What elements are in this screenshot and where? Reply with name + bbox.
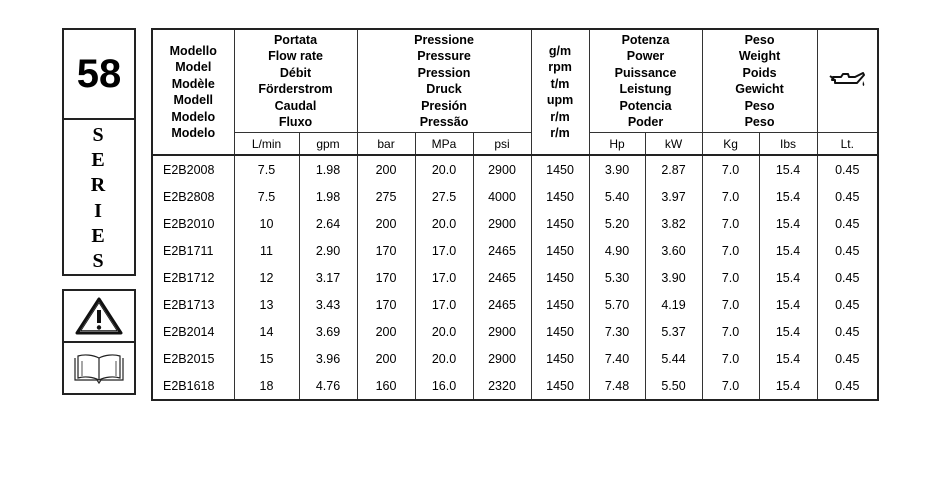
value-cell: 1450 xyxy=(531,291,589,318)
unit-label: Kg xyxy=(702,133,759,156)
value-cell: 0.45 xyxy=(817,345,878,372)
value-cell: 4.19 xyxy=(645,291,702,318)
flow-header: Portata Flow rate Débit Förderstrom Caudal Fluxo xyxy=(234,29,357,133)
oil-header xyxy=(817,29,878,133)
value-cell: 1450 xyxy=(531,237,589,264)
value-cell: 7.0 xyxy=(702,155,759,183)
value-cell: 7.0 xyxy=(702,264,759,291)
value-cell: 20.0 xyxy=(415,210,473,237)
value-cell: 4.76 xyxy=(299,372,357,400)
value-cell: 15.4 xyxy=(759,210,817,237)
value-cell: 3.90 xyxy=(589,155,645,183)
value-cell: 170 xyxy=(357,291,415,318)
value-cell: 0.45 xyxy=(817,264,878,291)
value-cell: 170 xyxy=(357,237,415,264)
value-cell: 1450 xyxy=(531,155,589,183)
value-cell: 170 xyxy=(357,264,415,291)
value-cell: 5.20 xyxy=(589,210,645,237)
series-number: 58 xyxy=(64,30,134,120)
value-cell: 0.45 xyxy=(817,183,878,210)
table-row xyxy=(152,345,878,372)
value-cell: 200 xyxy=(357,210,415,237)
model-cell: E2B1618 xyxy=(152,372,234,400)
value-cell: 2900 xyxy=(473,345,531,372)
value-cell: 2465 xyxy=(473,264,531,291)
value-cell: 20.0 xyxy=(415,318,473,345)
value-cell: 4000 xyxy=(473,183,531,210)
value-cell: 4.90 xyxy=(589,237,645,264)
value-cell: 1450 xyxy=(531,318,589,345)
weight-header: Peso Weight Poids Gewicht Peso Peso xyxy=(702,29,817,133)
value-cell: 5.30 xyxy=(589,264,645,291)
warning-triangle-icon xyxy=(74,296,124,336)
value-cell: 5.37 xyxy=(645,318,702,345)
value-cell: 15.4 xyxy=(759,237,817,264)
value-cell: 13 xyxy=(234,291,299,318)
value-cell: 7.0 xyxy=(702,210,759,237)
value-cell: 0.45 xyxy=(817,237,878,264)
value-cell: 1450 xyxy=(531,372,589,400)
value-cell: 7.30 xyxy=(589,318,645,345)
value-cell: 15.4 xyxy=(759,264,817,291)
table-row xyxy=(152,318,878,345)
manual-cell xyxy=(64,343,134,395)
model-cell: E2B2014 xyxy=(152,318,234,345)
series-letter: S xyxy=(92,123,106,146)
value-cell: 1.98 xyxy=(299,183,357,210)
unit-label: MPa xyxy=(415,133,473,156)
value-cell: 1450 xyxy=(531,210,589,237)
unit-label: Hp xyxy=(589,133,645,156)
value-cell: 3.69 xyxy=(299,318,357,345)
model-header: Modello Model Modèle Modell Modelo Modelo xyxy=(152,29,234,155)
series-letter: E xyxy=(91,148,107,171)
model-cell: E2B1712 xyxy=(152,264,234,291)
value-cell: 200 xyxy=(357,318,415,345)
value-cell: 2.87 xyxy=(645,155,702,183)
pressure-header: Pressione Pressure Pression Druck Presión Pressão xyxy=(357,29,531,133)
value-cell: 2320 xyxy=(473,372,531,400)
value-cell: 7.48 xyxy=(589,372,645,400)
unit-label: Lt. xyxy=(817,133,878,156)
value-cell: 7.0 xyxy=(702,291,759,318)
value-cell: 15.4 xyxy=(759,345,817,372)
value-cell: 0.45 xyxy=(817,210,878,237)
table-row xyxy=(152,155,878,183)
value-cell: 5.50 xyxy=(645,372,702,400)
value-cell: 5.44 xyxy=(645,345,702,372)
value-cell: 160 xyxy=(357,372,415,400)
value-cell: 17.0 xyxy=(415,291,473,318)
value-cell: 15.4 xyxy=(759,291,817,318)
unit-label: Ibs xyxy=(759,133,817,156)
open-book-icon xyxy=(71,352,127,386)
series-letter: E xyxy=(91,224,107,247)
value-cell: 3.90 xyxy=(645,264,702,291)
unit-label: bar xyxy=(357,133,415,156)
value-cell: 0.45 xyxy=(817,291,878,318)
value-cell: 5.40 xyxy=(589,183,645,210)
value-cell: 3.97 xyxy=(645,183,702,210)
value-cell: 2900 xyxy=(473,210,531,237)
value-cell: 14 xyxy=(234,318,299,345)
unit-label: gpm xyxy=(299,133,357,156)
series-letter: R xyxy=(90,174,108,197)
value-cell: 200 xyxy=(357,155,415,183)
value-cell: 2900 xyxy=(473,155,531,183)
value-cell: 0.45 xyxy=(817,372,878,400)
model-cell: E2B1711 xyxy=(152,237,234,264)
model-cell: E2B2010 xyxy=(152,210,234,237)
value-cell: 1450 xyxy=(531,183,589,210)
table-row xyxy=(152,264,878,291)
value-cell: 15.4 xyxy=(759,318,817,345)
value-cell: 3.82 xyxy=(645,210,702,237)
model-cell: E2B2808 xyxy=(152,183,234,210)
value-cell: 10 xyxy=(234,210,299,237)
value-cell: 17.0 xyxy=(415,264,473,291)
value-cell: 12 xyxy=(234,264,299,291)
header-row xyxy=(152,29,878,133)
series-letter: I xyxy=(94,199,104,222)
unit-label: psi xyxy=(473,133,531,156)
value-cell: 11 xyxy=(234,237,299,264)
table-row xyxy=(152,291,878,318)
value-cell: 2900 xyxy=(473,318,531,345)
value-cell: 7.0 xyxy=(702,237,759,264)
unit-label: kW xyxy=(645,133,702,156)
model-cell: E2B2008 xyxy=(152,155,234,183)
value-cell: 7.5 xyxy=(234,183,299,210)
value-cell: 15 xyxy=(234,345,299,372)
warning-cell xyxy=(64,291,134,343)
value-cell: 15.4 xyxy=(759,155,817,183)
table-row xyxy=(152,210,878,237)
value-cell: 3.96 xyxy=(299,345,357,372)
spec-table xyxy=(151,28,879,401)
value-cell: 20.0 xyxy=(415,155,473,183)
value-cell: 2465 xyxy=(473,291,531,318)
model-cell: E2B2015 xyxy=(152,345,234,372)
value-cell: 17.0 xyxy=(415,237,473,264)
value-cell: 20.0 xyxy=(415,345,473,372)
value-cell: 7.0 xyxy=(702,345,759,372)
table-row xyxy=(152,237,878,264)
unit-label: L/min xyxy=(234,133,299,156)
speed-header: g/m rpm t/m upm r/m r/m xyxy=(531,29,589,155)
units-row xyxy=(152,133,878,156)
value-cell: 0.45 xyxy=(817,155,878,183)
series-box xyxy=(62,28,136,276)
value-cell: 7.40 xyxy=(589,345,645,372)
value-cell: 5.70 xyxy=(589,291,645,318)
value-cell: 18 xyxy=(234,372,299,400)
value-cell: 3.17 xyxy=(299,264,357,291)
value-cell: 1.98 xyxy=(299,155,357,183)
value-cell: 7.5 xyxy=(234,155,299,183)
icons-box xyxy=(62,289,136,395)
series-letter: S xyxy=(92,250,106,273)
value-cell: 2.90 xyxy=(299,237,357,264)
value-cell: 275 xyxy=(357,183,415,210)
value-cell: 0.45 xyxy=(817,318,878,345)
value-cell: 3.43 xyxy=(299,291,357,318)
value-cell: 2.64 xyxy=(299,210,357,237)
model-cell: E2B1713 xyxy=(152,291,234,318)
value-cell: 7.0 xyxy=(702,183,759,210)
value-cell: 200 xyxy=(357,345,415,372)
value-cell: 1450 xyxy=(531,264,589,291)
table-body xyxy=(152,155,878,400)
table-row xyxy=(152,372,878,400)
value-cell: 15.4 xyxy=(759,183,817,210)
series-label xyxy=(64,122,134,274)
value-cell: 1450 xyxy=(531,345,589,372)
power-header: Potenza Power Puissance Leistung Potencia Poder xyxy=(589,29,702,133)
table-row xyxy=(152,183,878,210)
value-cell: 3.60 xyxy=(645,237,702,264)
value-cell: 27.5 xyxy=(415,183,473,210)
value-cell: 7.0 xyxy=(702,318,759,345)
value-cell: 16.0 xyxy=(415,372,473,400)
value-cell: 15.4 xyxy=(759,372,817,400)
value-cell: 2465 xyxy=(473,237,531,264)
oil-can-icon xyxy=(827,68,867,90)
value-cell: 7.0 xyxy=(702,372,759,400)
